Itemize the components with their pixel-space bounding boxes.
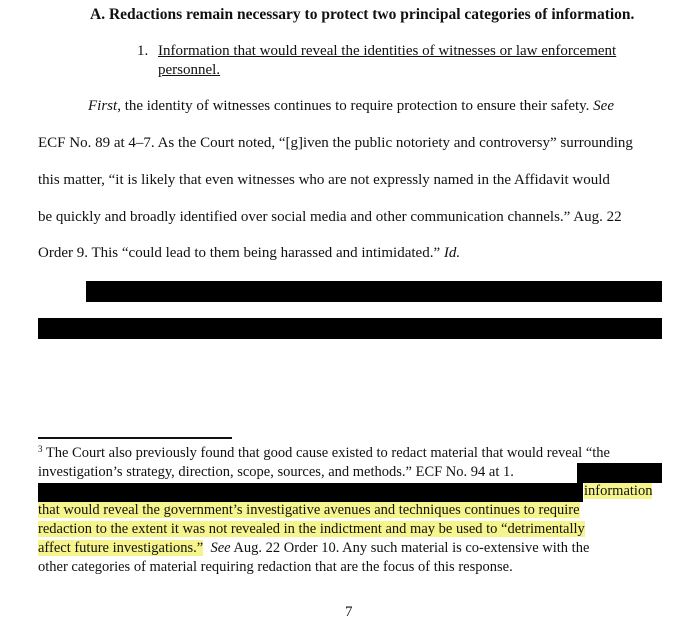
footnote-highlight-5: redaction to the extent it was not revealed in the indictment and may be used to “detrimentally [38, 521, 585, 537]
body-see-italic: See [593, 98, 614, 114]
redaction-bar-2 [38, 318, 662, 339]
footnote-line-1 [38, 445, 610, 462]
footnote-line-1-text: The Court also previously found that good cause existed to redact material that would reveal “the [42, 445, 610, 461]
redaction-bar-1 [86, 281, 662, 302]
body-line-1-text: , the identity of witnesses continues to require protection to ensure their safety. [117, 98, 594, 114]
body-first-italic: First [88, 98, 118, 114]
footnote-line-3 [584, 483, 652, 500]
body-id-italic: Id. [443, 245, 461, 261]
page-number: 7 [345, 604, 353, 620]
body-line-5 [38, 245, 460, 262]
footnote-redaction-2 [38, 483, 583, 502]
footnote-marker: 3 [38, 444, 43, 454]
footnote-redaction-1 [577, 463, 662, 483]
footnote-line-7: other categories of material requiring redaction that are the focus of this response. [38, 559, 513, 575]
footnote-highlight-3: information [584, 483, 653, 499]
body-line-1 [88, 98, 614, 115]
footnote-line-4 [38, 502, 580, 519]
body-line-2: ECF No. 89 at 4–7. As the Court noted, “[g]iven the public notoriety and controversy” surrounding [38, 135, 633, 151]
footnote-line-6 [38, 540, 589, 557]
footnote-highlight-6: affect future investigations.” [38, 540, 204, 556]
footnote-highlight-4: that would reveal the government’s investigative avenues and techniques continues to require [38, 502, 580, 518]
section-heading: A. Redactions remain necessary to protect two principal categories of information. [90, 6, 635, 23]
footnote-rule [38, 437, 232, 439]
body-line-5-text: Order 9. This “could lead to them being harassed and intimidated.” [38, 245, 444, 261]
subheading-number: 1. [137, 43, 149, 59]
subheading-line-2: personnel. [158, 62, 221, 78]
footnote-line-2: investigation’s strategy, direction, scope, sources, and methods.” ECF No. 94 at 1. [38, 464, 514, 480]
body-line-4: be quickly and broadly identified over social media and other communication channels.” Aug. 22 [38, 209, 622, 225]
footnote-line-5 [38, 521, 585, 538]
subheading-line-1: Information that would reveal the identities of witnesses or law enforcement [158, 43, 617, 59]
body-line-3: this matter, “it is likely that even witnesses who are not expressly named in the Affidavit would [38, 172, 610, 188]
footnote-line-6-text: Aug. 22 Order 10. Any such material is co-extensive with the [230, 540, 590, 556]
footnote-see-italic: See [210, 540, 231, 556]
